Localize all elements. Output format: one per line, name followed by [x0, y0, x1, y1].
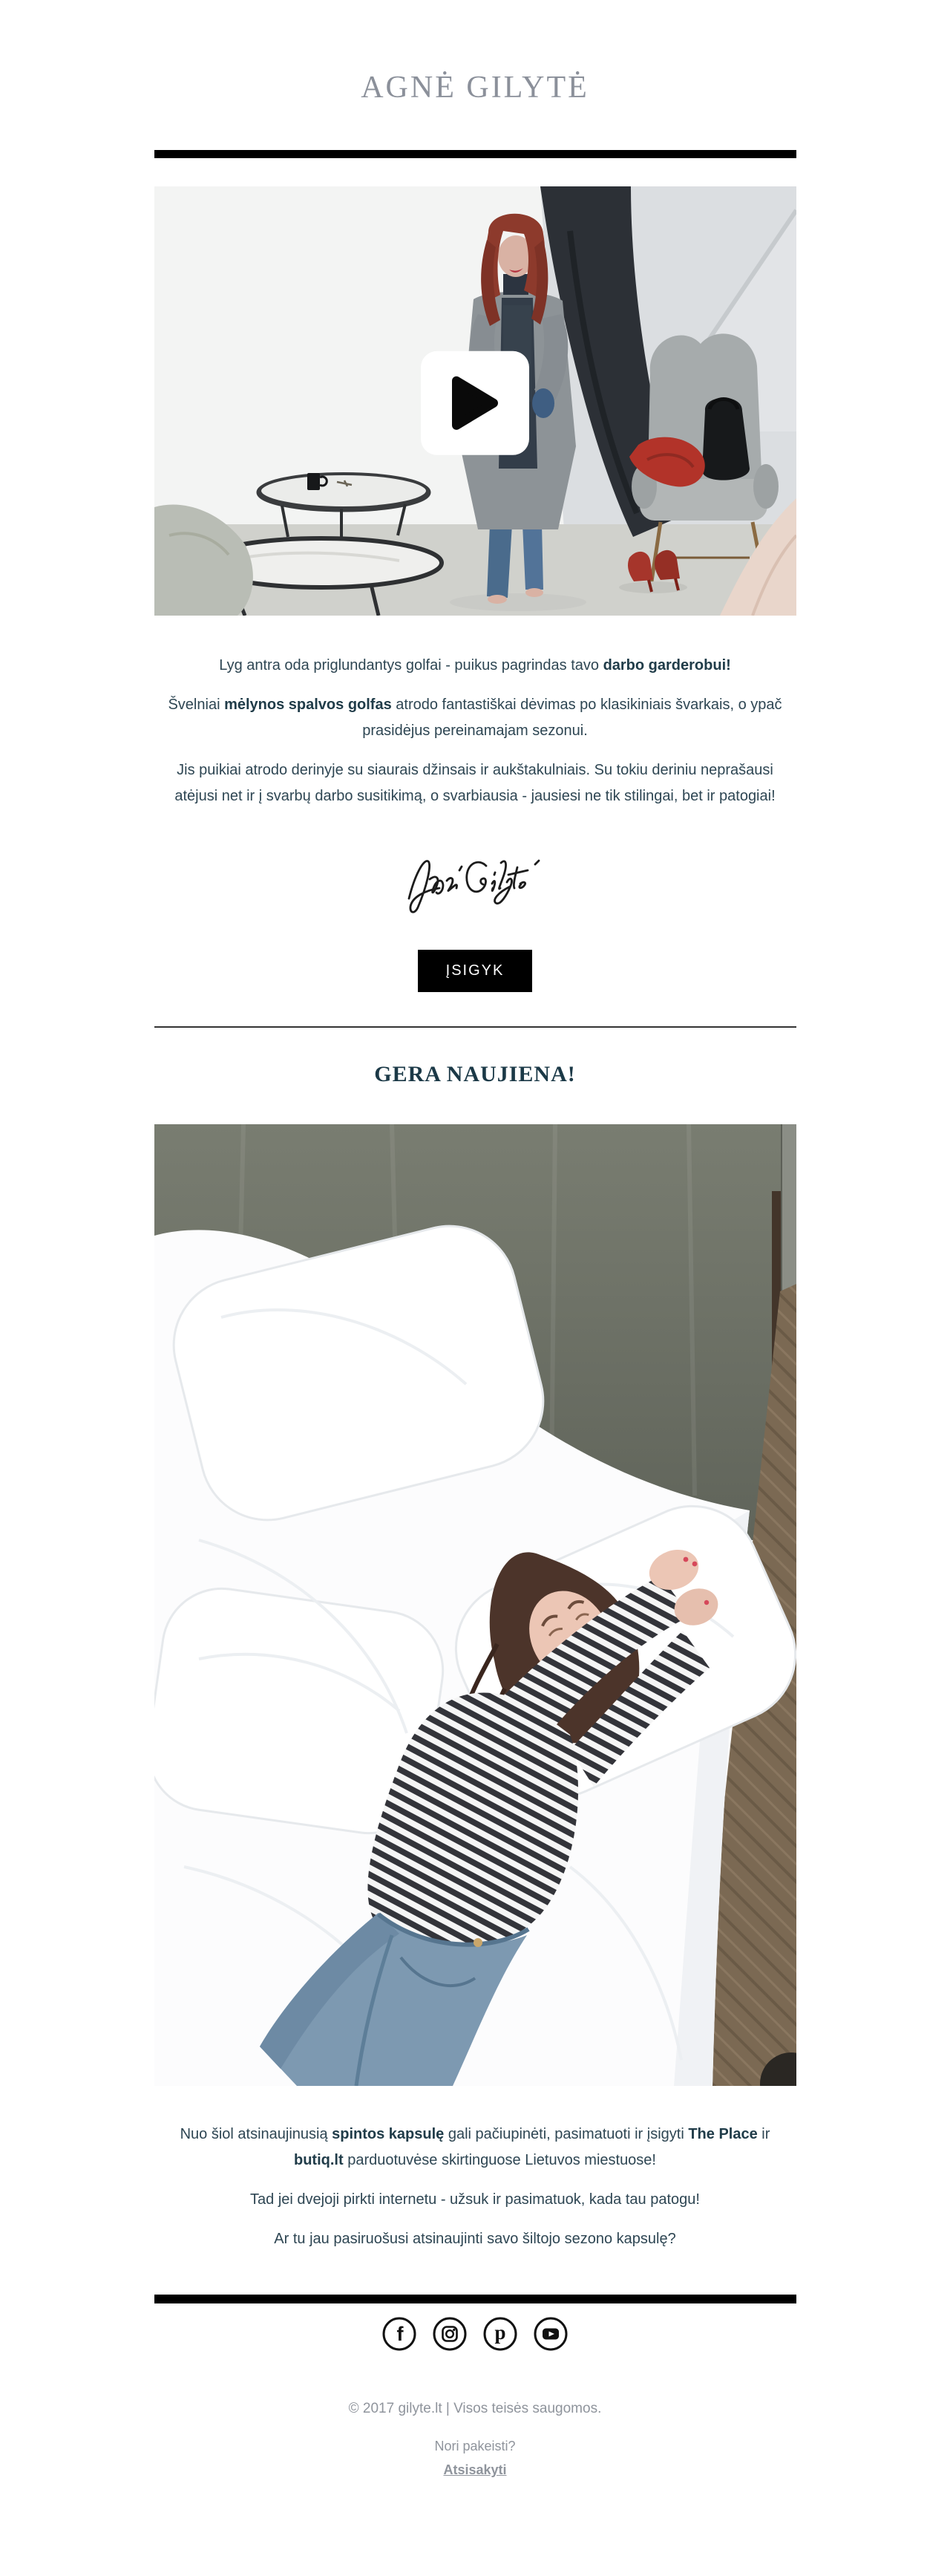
bed-photo-illustration [154, 1124, 796, 2086]
facebook-link[interactable] [381, 2316, 417, 2352]
section-divider [154, 1026, 796, 1028]
bed-photo [154, 1124, 796, 2086]
buy-button[interactable]: ĮSIGYK [418, 950, 532, 992]
play-button[interactable] [421, 351, 529, 455]
intro-paragraph: Lyg antra oda priglundantys golfai - puikus pagrindas tavo darbo garderobui! [219, 657, 731, 674]
news-heading: GERA NAUJIENA! [374, 1062, 576, 1086]
news-paragraph: Ar tu jau pasiruošusi atsinaujinti savo šiltojo sezono kapsulę? [274, 2231, 676, 2247]
intro-paragraph: Švelniai mėlynos spalvos golfas atrodo fantastiškai dėvimas po klasikiniais švarkais, o ypač prasidėjus pereinamajam sezonui. [168, 697, 782, 739]
top-rule [154, 150, 796, 158]
svg-text:f: f [396, 2323, 404, 2345]
news-paragraph: Nuo šiol atsinaujinusią spintos kapsulę gali pačiupinėti, pasimatuoti ir įsigyti The Place ir butiq.lt parduotuvėse skirtinguose Lietuvos miestuose! [180, 2126, 770, 2168]
unsubscribe-row [154, 2462, 796, 2482]
signature-image [397, 850, 553, 916]
video-thumbnail[interactable] [154, 186, 796, 616]
svg-text:p: p [494, 2321, 506, 2344]
brand-title: AGNĖ GILYTĖ [361, 71, 589, 105]
instagram-icon [432, 2316, 468, 2352]
facebook-icon [381, 2316, 417, 2352]
intro-paragraph: Jis puikiai atrodo derinyje su siaurais džinsais ir aukštakulniais. Su tokiu deriniu neprašausi atėjusi net ir į svarbų darbo susitikimą, o svarbiausia - jausiesi ne tik stilingai, bet ir patogiai! [174, 762, 776, 804]
bottom-rule [154, 2295, 796, 2303]
copyright-text: © 2017 gilyte.lt | Visos teisės saugomos. [348, 2401, 602, 2416]
intro-text [154, 653, 796, 809]
play-icon [449, 374, 501, 433]
news-paragraph: Tad jei dvejoji pirkti internetu - užsuk ir pasimatuok, kada tau patogu! [250, 2191, 700, 2208]
instagram-link[interactable] [432, 2316, 468, 2352]
youtube-link[interactable] [533, 2316, 569, 2352]
pinterest-icon [482, 2316, 518, 2352]
social-links [154, 2316, 796, 2352]
email-body [154, 71, 796, 2482]
change-prompt: Nori pakeisti? [434, 2439, 516, 2453]
youtube-icon [533, 2316, 569, 2352]
pinterest-link[interactable] [482, 2316, 518, 2352]
news-text [154, 2122, 796, 2252]
unsubscribe-link[interactable]: Atsisakyti [443, 2462, 507, 2477]
